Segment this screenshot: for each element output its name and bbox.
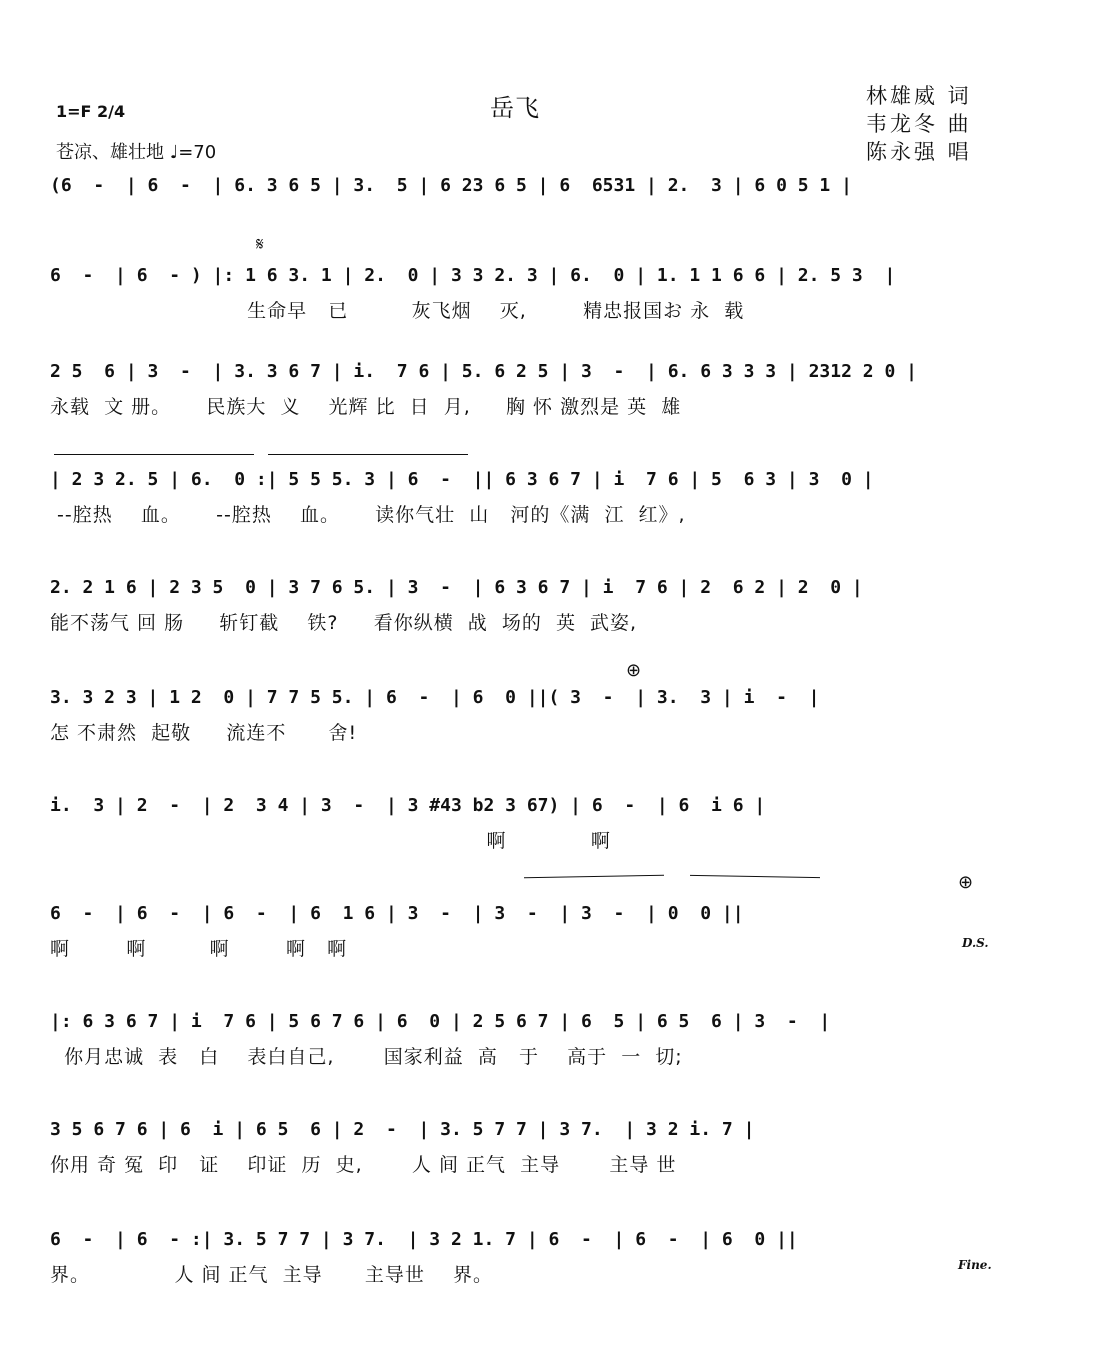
key-signature: 1=F 2/4 [56, 102, 126, 121]
notes-line: (6 - | 6 - | 6. 3 6 5 | 3. 5 | 6 23 6 5 | 6 6531 | 2. 3 | 6 0 5 1 | [50, 175, 852, 196]
lyric-line: 能不荡气 回 肠 斩钉截 铁? 看你纵横 战 场的 英 武姿, [50, 612, 638, 634]
score-row-4 [50, 462, 985, 532]
notes-line: | 2 3 2. 5 | 6. 0 :| 5 5 5. 3 | 6 - || 6 3 6 7 | i 7 6 | 5 6 3 | 3 0 | [50, 469, 874, 490]
score-row-7 [50, 788, 985, 858]
coda-sign: ⊕ [626, 660, 642, 681]
volta-bracket-1 [54, 454, 254, 455]
tempo-text: 苍凉、雄壮地 [56, 142, 164, 163]
lyric-line: 永载 文 册。 民族大 义 光辉 比 日 月, 胸 怀 激烈是 英 雄 [50, 396, 682, 418]
notes-line: 6 - | 6 - | 6 - | 6 1 6 | 3 - | 3 - | 3 - | 0 0 || [50, 903, 744, 924]
composer-credit: 韦龙冬 曲 [866, 112, 972, 136]
singer-credit: 陈永强 唱 [866, 140, 972, 164]
decrescendo-hairpin [690, 875, 820, 878]
volta-bracket-2 [268, 454, 468, 455]
crescendo-hairpin [524, 875, 664, 878]
notes-line: 2. 2 1 6 | 2 3 5 0 | 3 7 6 5. | 3 - | 6 3 6 7 | i 7 6 | 2 6 2 | 2 0 | [50, 577, 863, 598]
notes-line: |: 6 3 6 7 | i 7 6 | 5 6 7 6 | 6 0 | 2 5 6 7 | 6 5 | 6 5 6 | 3 - | [50, 1011, 831, 1032]
notes-line: 2 5 6 | 3 - | 3. 3 6 7 | i. 7 6 | 5. 6 2 5 | 3 - | 6. 6 3 3 3 | 2312 2 0 | [50, 361, 917, 382]
lyric-line [50, 204, 985, 238]
score-row-5 [50, 570, 985, 640]
notes-line: 3 5 6 7 6 | 6 i | 6 5 6 | 2 - | 3. 5 7 7 | 3 7. | 3 2 i. 7 | [50, 1119, 755, 1140]
score-row-3 [50, 354, 985, 424]
lyricist-credit: 林雄威 词 [866, 84, 972, 108]
dal-segno-mark: D.S. [962, 936, 989, 950]
lyric-line: 你月忠诚 表 白 表白自己, 国家利益 高 于 高于 一 切; [50, 1046, 683, 1068]
notes-line: i. 3 | 2 - | 2 3 4 | 3 - | 3 #43 b2 3 67) | 6 - | 6 i 6 | [50, 795, 766, 816]
score-row-11 [50, 1222, 985, 1292]
notes-line: 6 - | 6 - ) |: 1 6 3. 1 | 2. 0 | 3 3 2. 3 | 6. 0 | 1. 1 1 6 6 | 2. 5 3 | [50, 265, 896, 286]
score-row-10 [50, 1112, 985, 1182]
lyric-line: 啊 啊 啊 啊 啊 [50, 938, 348, 960]
tempo-marking [56, 138, 216, 164]
score-row-8 [50, 896, 985, 966]
song-title: 岳飞 [490, 94, 540, 122]
notes-line: 3. 3 2 3 | 1 2 0 | 7 7 5 5. | 6 - | 6 0 ||( 3 - | 3. 3 | i - | [50, 687, 820, 708]
score-row-9 [50, 1004, 985, 1074]
lyric-line: 界。 人 间 正气 主导 主导世 界。 [50, 1264, 494, 1286]
credits [866, 82, 972, 166]
lyric-line: 生命早 已 灰飞烟 灭, 精忠报国お 永 载 [50, 300, 745, 322]
metronome-mark: ♩=70 [169, 142, 217, 163]
lyric-line: 啊 啊 [50, 830, 611, 852]
score-row-6 [50, 680, 985, 750]
lyric-line: --腔热 血。 --腔热 血。 读你气壮 山 河的《满 江 红》, [50, 504, 686, 526]
lyric-line: 怎 不肃然 起敬 流连不 舍! [50, 722, 358, 744]
score-row-1 [50, 168, 985, 238]
segno-sign: 𝄋 [256, 234, 264, 255]
coda-sign-2: ⊕ [958, 872, 974, 893]
fine-mark: Fine. [958, 1258, 992, 1272]
lyric-line: 你用 奇 冤 印 证 印证 历 史, 人 间 正气 主导 主导 世 [50, 1154, 677, 1176]
notes-line: 6 - | 6 - :| 3. 5 7 7 | 3 7. | 3 2 1. 7 | 6 - | 6 - | 6 0 || [50, 1229, 798, 1250]
score-row-2 [50, 258, 985, 328]
